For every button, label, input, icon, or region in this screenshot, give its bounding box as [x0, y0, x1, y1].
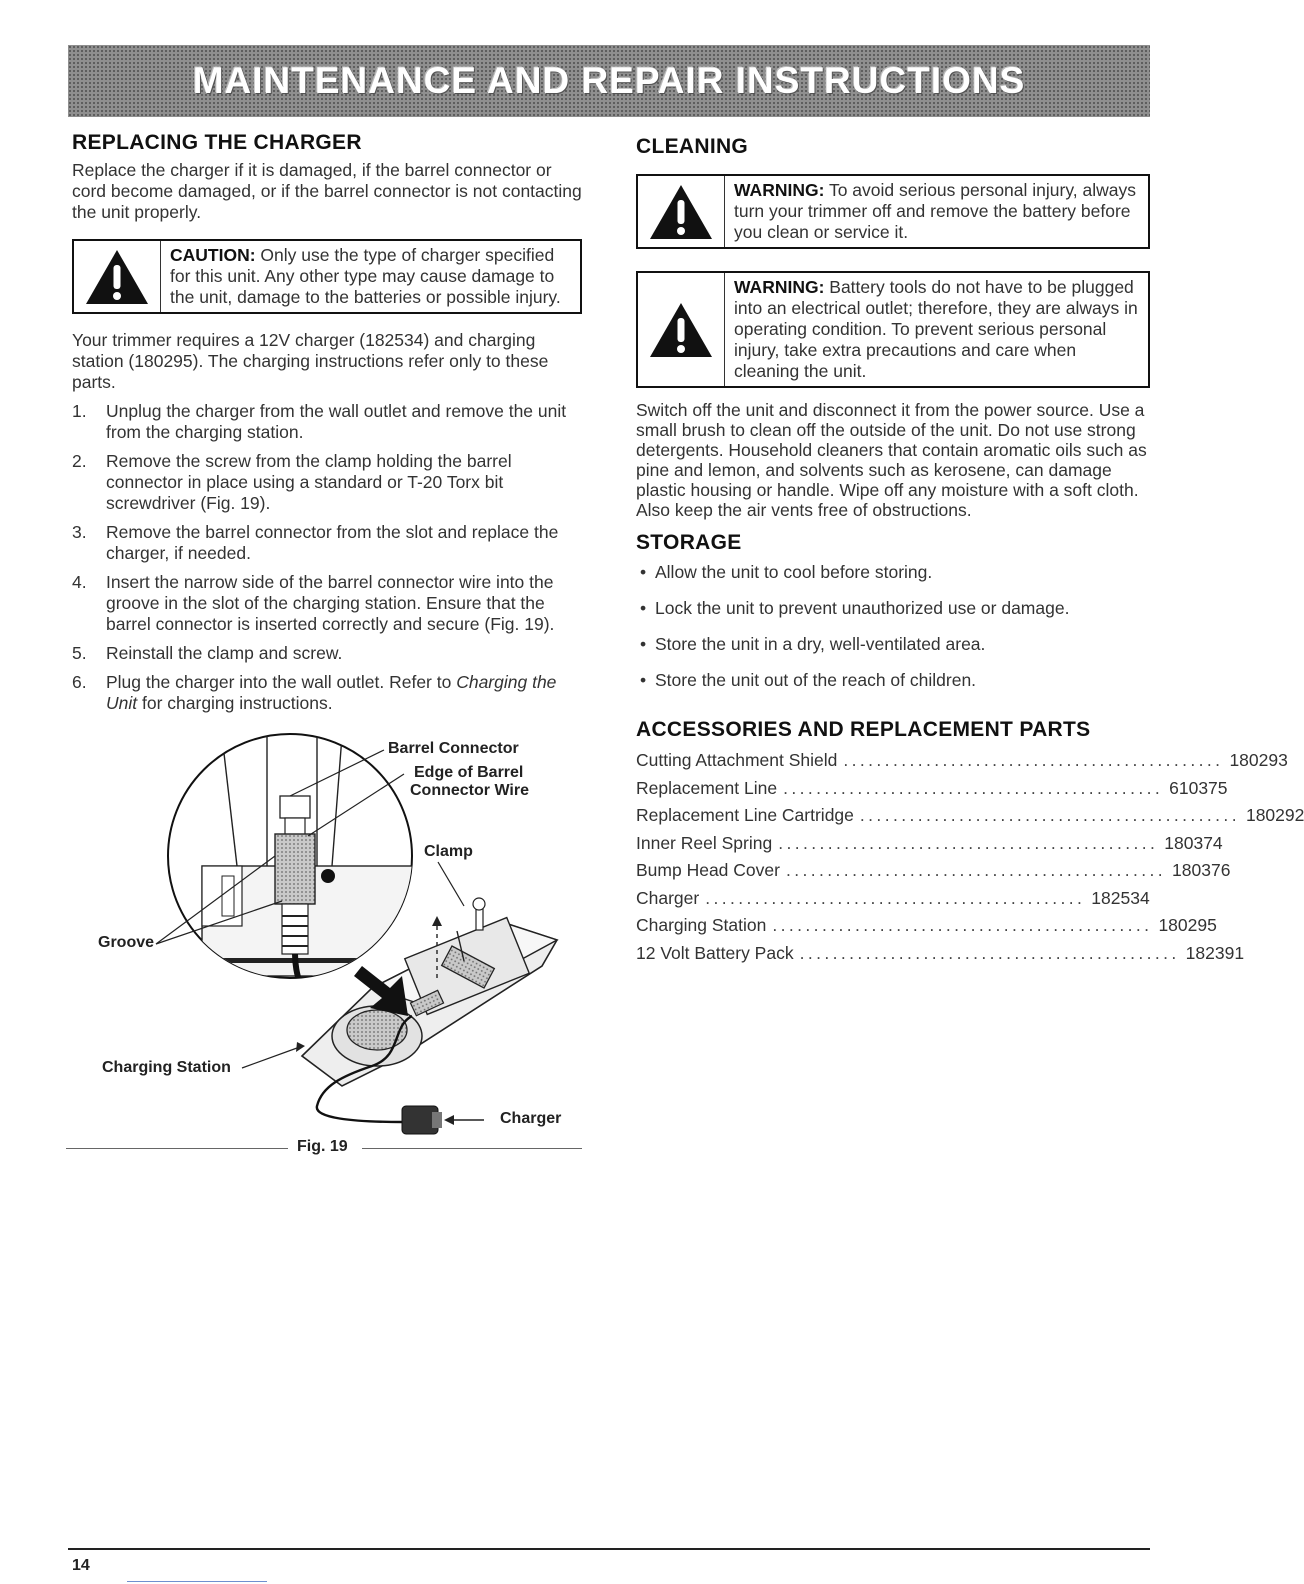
step-item: 1. Unplug the charger from the wall outlet and remove the unit from the charging station. [72, 401, 567, 442]
parts-row: Charger .............................................. 182534 [636, 885, 1142, 913]
caution-text [161, 241, 580, 312]
warning-service-text [725, 176, 1148, 247]
warning-icon-cell [638, 273, 725, 386]
parts-row: Bump Head Cover .............................................. 180376 [636, 857, 1142, 885]
figure-19 [72, 726, 582, 1156]
page-number: 14 [72, 1557, 90, 1574]
parts-row: 12 Volt Battery Pack .............................................. 182391 [636, 940, 1142, 968]
parts-row: Charging Station .............................................. 180295 [636, 912, 1142, 940]
cleaning-heading: CLEANING [636, 135, 749, 158]
figure-caption: Fig. 19 [297, 1138, 348, 1155]
warning-box-service [636, 174, 1150, 249]
caution-box [72, 239, 582, 314]
replacing-charger-intro: Replace the charger if it is damaged, if the barrel connector or cord become damaged, or if the barrel connector is not contacting the unit properly. [72, 160, 582, 222]
leader-dots: .............................................. [799, 942, 1180, 963]
section-banner [68, 45, 1150, 117]
parts-row: Replacement Line .............................................. 610375 [636, 775, 1142, 803]
warning-box-battery [636, 271, 1150, 388]
parts-row: Replacement Line Cartridge .............................................. 180292 [636, 802, 1142, 830]
leader-dots: .............................................. [783, 777, 1164, 798]
replacement-steps [72, 401, 582, 714]
warning-icon-cell [638, 176, 725, 247]
cleaning-instructions: Switch off the unit and disconnect it from the power source. Use a small brush to clean off the outside of the unit. Do not use strong detergents. Household cleaners that contain aromatic oils such as pine and lemon, and solvents such as kerosene, can damage plastic housing or handle. Wipe off any moisture with a soft cloth. Also keep the air vents free of obstructions. [636, 400, 1147, 520]
warning-service-body: To avoid serious personal injury, always turn your trimmer off and remove the battery before you clean or service it. [734, 180, 1136, 242]
parts-row: Inner Reel Spring .............................................. 180374 [636, 830, 1142, 858]
accessories-heading: ACCESSORIES AND REPLACEMENT PARTS [636, 718, 1091, 741]
caption-rule-left [66, 1148, 288, 1149]
leader-dots: .............................................. [859, 805, 1240, 825]
caution-body: Only use the type of charger specified for this unit. Any other type may cause damage to the unit, damage to the batteries or possible injury. [170, 245, 561, 307]
warning-battery-body: Battery tools do not have to be plugged into an electrical outlet; therefore, they are always in operating condition. To prevent serious personal injury, take extra precautions and care when cleaning the unit. [734, 277, 1138, 381]
label-charging-station: Charging Station [102, 1059, 231, 1076]
warning-keyword: WARNING: [734, 180, 825, 200]
parts-row: Cutting Attachment Shield .............................................. 180293 [636, 747, 1142, 775]
figure-caption-row [72, 1138, 582, 1158]
warning-keyword: WARNING: [734, 277, 825, 297]
leader-dots: .............................................. [778, 832, 1159, 853]
warning-triangle-icon [648, 301, 714, 359]
storage-item: • Lock the unit to prevent unauthorized use or damage. [636, 598, 1150, 619]
leader-dots: .............................................. [772, 915, 1153, 935]
warning-battery-text [725, 273, 1148, 386]
footer-rule [68, 1548, 1150, 1550]
label-charger: Charger [500, 1110, 562, 1127]
caption-rule-right [362, 1148, 582, 1149]
label-connector-wire: Connector Wire [410, 782, 529, 799]
step-item: 2. Remove the screw from the clamp holding the barrel connector in place using a standard or T-20 Torx bit screwdriver (Fig. 19). [72, 451, 512, 513]
banner-title: MAINTENANCE AND REPAIR INSTRUCTIONS [192, 60, 1026, 101]
storage-item: • Store the unit out of the reach of children. [636, 670, 1150, 691]
caution-icon-cell [74, 241, 161, 312]
replacing-charger-heading: REPLACING THE CHARGER [72, 131, 362, 154]
warning-triangle-icon [84, 248, 150, 306]
label-clamp: Clamp [424, 843, 473, 860]
left-column [72, 130, 582, 1156]
warning-triangle-icon [648, 183, 714, 241]
right-column [636, 134, 1304, 967]
leader-dots: .............................................. [785, 860, 1167, 880]
storage-item: • Store the unit in a dry, well-ventilated area. [636, 634, 1150, 655]
storage-list [636, 562, 1150, 691]
leader-dots: .............................................. [705, 887, 1086, 908]
label-groove: Groove [98, 934, 155, 951]
step-item: 4. Insert the narrow side of the barrel connector wire into the groove in the slot of the charging station. Ensure that the barrel connector is inserted correctly and secure (Fig. 19). [72, 572, 555, 634]
charging-unit-reference: Charging the Unit [106, 672, 557, 713]
parts-list [636, 747, 1304, 967]
step-item: 6. Plug the charger into the wall outlet. Refer to Charging the Unit for charging instructions. [72, 672, 557, 713]
step-item: 3. Remove the barrel connector from the slot and replace the charger, if needed. [72, 522, 559, 563]
label-edge-of-barrel: Edge of Barrel [414, 764, 524, 781]
leader-dots: .............................................. [843, 750, 1224, 770]
charger-requirement: Your trimmer requires a 12V charger (182534) and charging station (180295). The charging instructions refer only to these parts. [72, 330, 549, 392]
storage-item: • Allow the unit to cool before storing. [636, 562, 1150, 583]
label-barrel-connector: Barrel Connector [388, 740, 519, 757]
step-item: 5. Reinstall the clamp and screw. [72, 643, 343, 663]
caution-keyword: CAUTION: [170, 245, 256, 265]
footer-blue-line [127, 1581, 267, 1582]
storage-heading: STORAGE [636, 531, 742, 554]
